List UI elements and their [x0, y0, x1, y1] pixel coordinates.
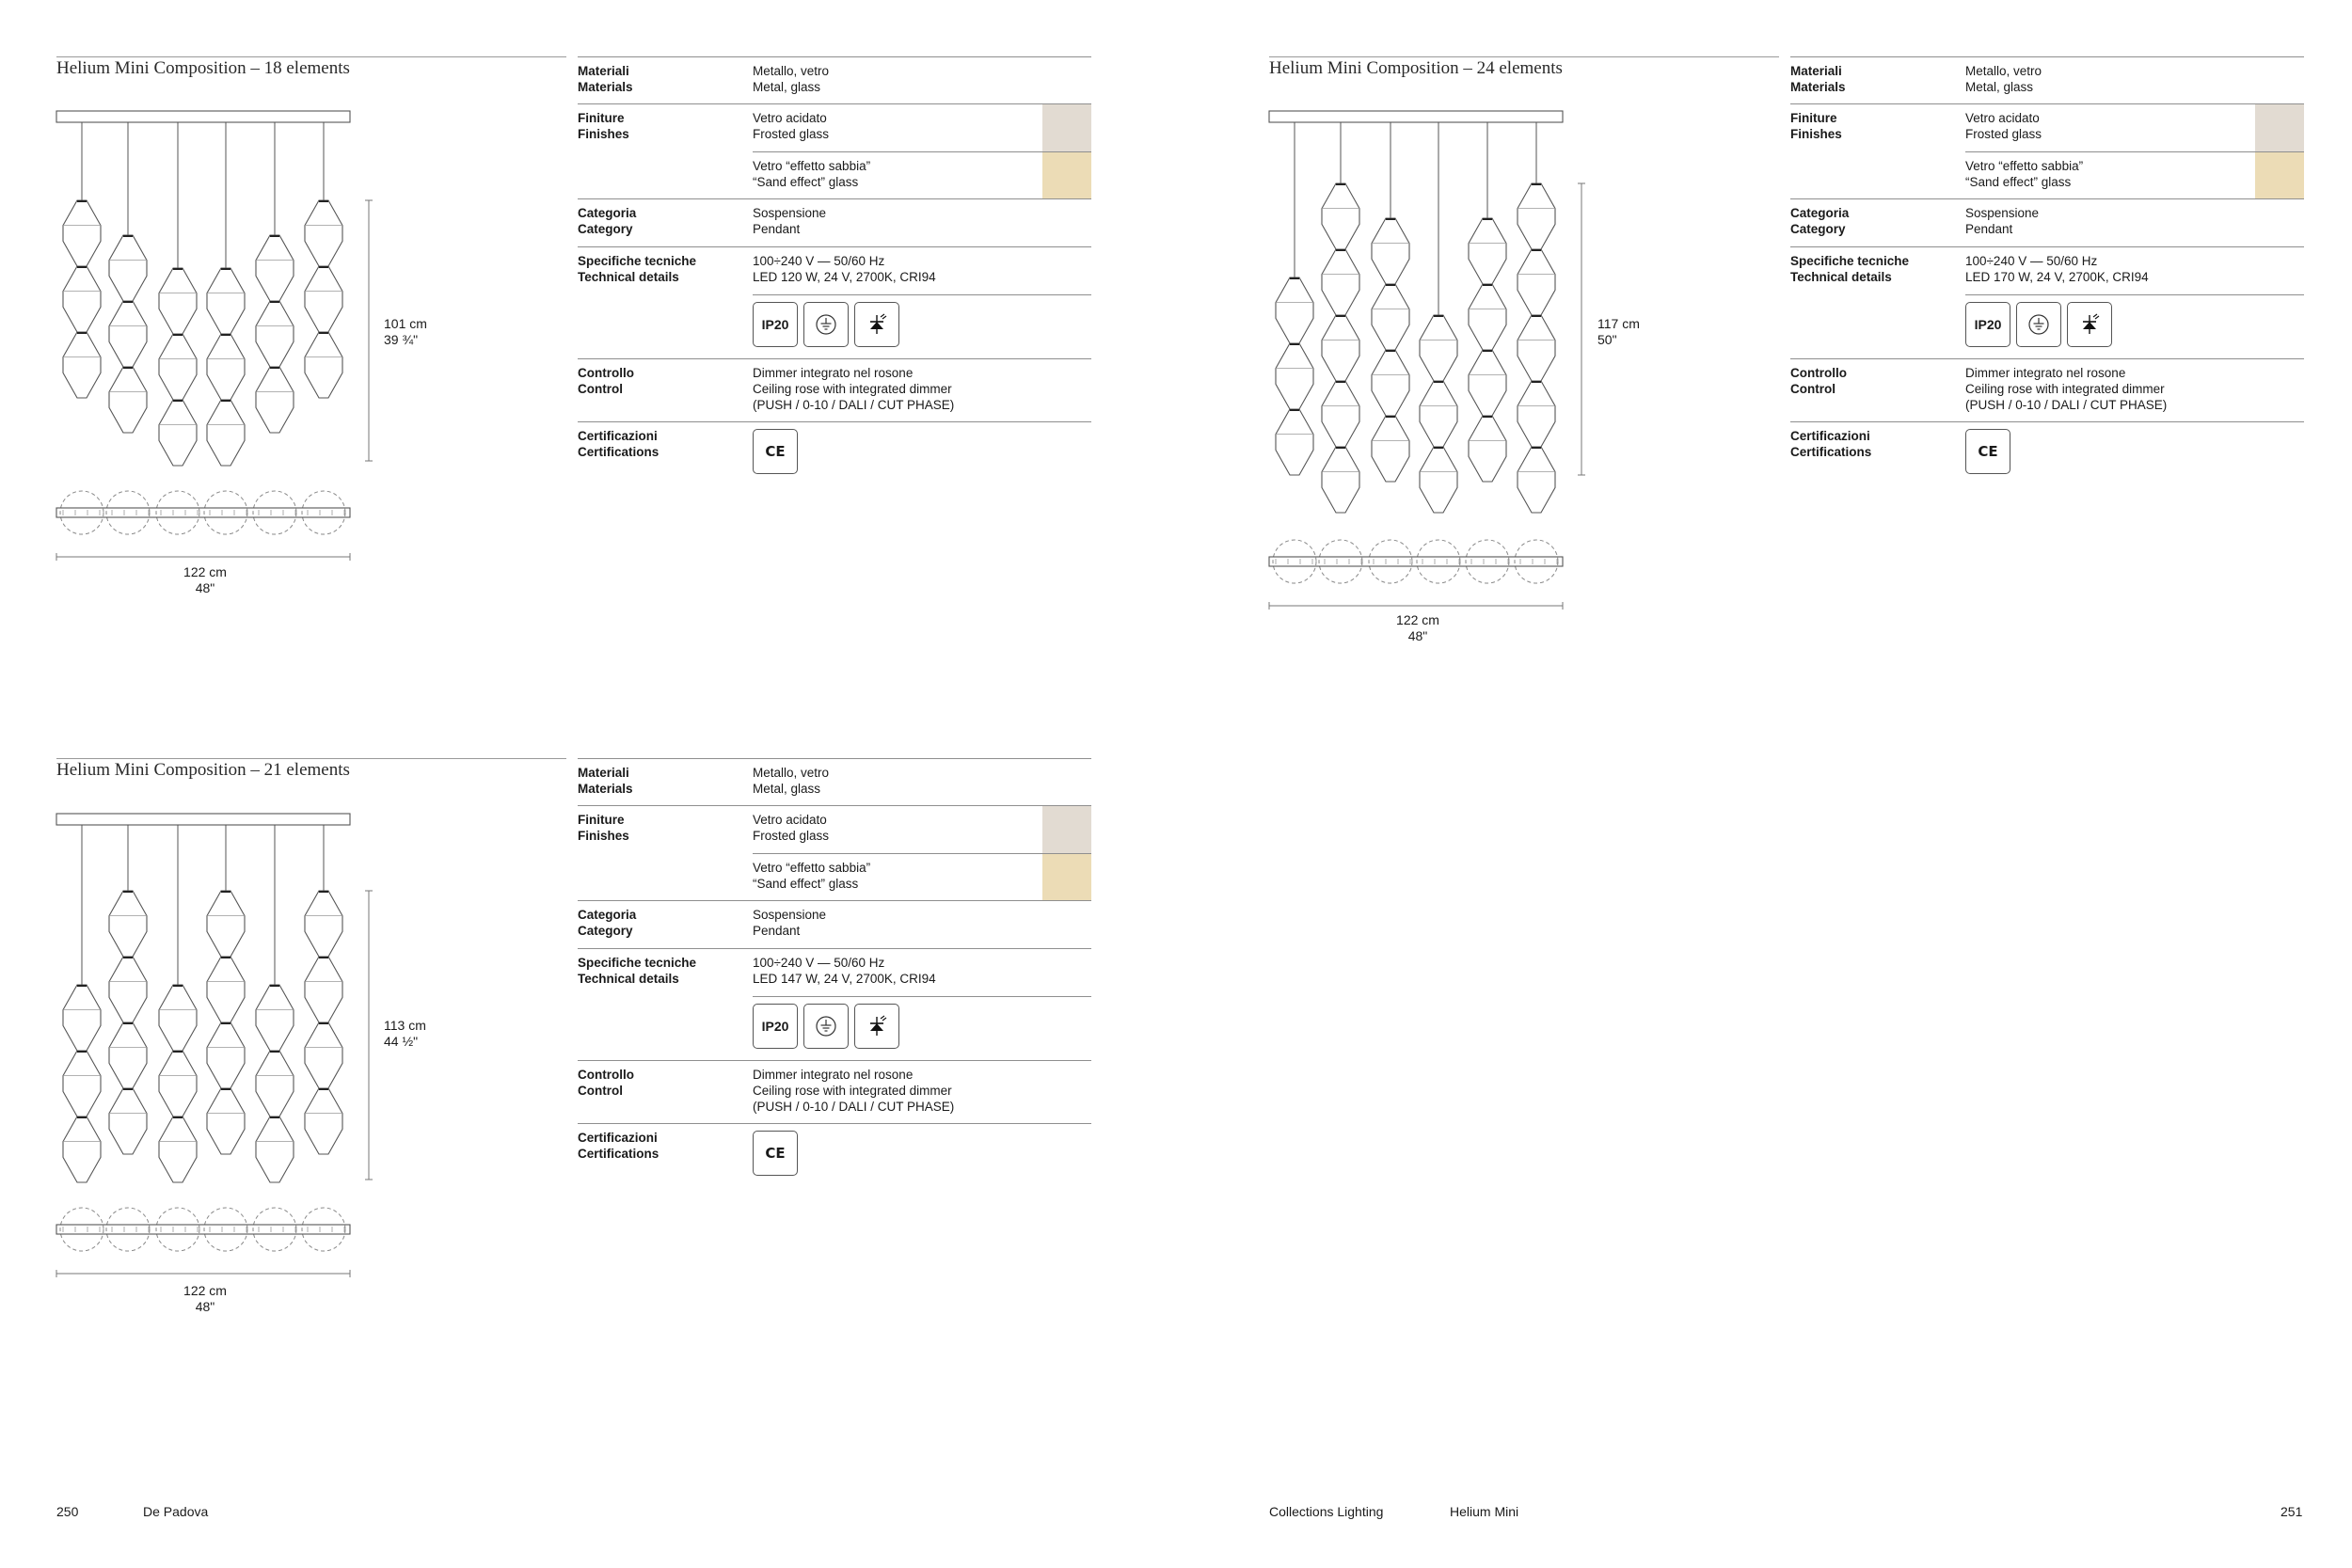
technical-label: Specifiche tecniche Technical details [1790, 254, 1910, 284]
category-label: Categoria Category [578, 908, 637, 938]
glass-element [1518, 249, 1555, 315]
glass-element [1518, 447, 1555, 513]
finishes-label: Finiture Finishes [578, 111, 629, 141]
category-label: Categoria Category [578, 206, 637, 236]
materials-row [578, 758, 1091, 805]
glass-element [63, 985, 101, 1051]
glass-element [1469, 350, 1506, 416]
glass-element [256, 1117, 294, 1182]
glass-element [1420, 447, 1457, 513]
element-footprint [1319, 540, 1362, 583]
element-footprint [106, 1208, 150, 1251]
glass-element [1322, 315, 1359, 381]
materials-value: Metallo, vetro Metal, glass [753, 64, 830, 94]
technical-value: 100÷240 V — 50/60 Hz LED 147 W, 24 V, 2700K, CRI94 [753, 956, 936, 986]
canopy-top-view [56, 1225, 350, 1234]
element-footprint [1515, 540, 1558, 583]
materials-value: Metallo, vetro Metal, glass [1965, 64, 2042, 94]
width-dimension: 122 cm 48" [183, 564, 227, 595]
top-view-drawing [52, 489, 362, 564]
finish-sand: Vetro “effetto sabbia” “Sand effect” glass [753, 159, 871, 189]
glass-element [1372, 350, 1409, 416]
glass-element [1518, 183, 1555, 249]
glass-element [1276, 409, 1313, 475]
glass-element [1276, 277, 1313, 343]
materials-label: Materiali Materials [578, 766, 633, 796]
finish-frosted: Vetro acidato Frosted glass [753, 111, 830, 141]
element-footprint [1417, 540, 1460, 583]
element-footprint [253, 491, 296, 534]
category-value: Sospensione Pendant [753, 206, 827, 236]
glass-element [256, 235, 294, 301]
title-rule [1269, 56, 1779, 57]
composition-title: Helium Mini Composition – 21 elements [56, 760, 350, 780]
glass-element [207, 1088, 245, 1154]
led-diode-icon [854, 1004, 899, 1049]
control-row [578, 1060, 1091, 1123]
element-footprint [302, 1208, 345, 1251]
swatch-sand [1042, 152, 1091, 199]
canopy [56, 111, 350, 122]
finishes-row [578, 103, 1091, 198]
finishes-row [1790, 103, 2304, 198]
element-footprint [106, 491, 150, 534]
control-value: Dimmer integrato nel rosone Ceiling rose with integrated dimmer (PUSH / 0-10 / DALI / CUT PHASE) [753, 366, 955, 412]
glass-element [1322, 183, 1359, 249]
glass-element [305, 1088, 342, 1154]
glass-element [305, 332, 342, 398]
glass-element [159, 1051, 197, 1117]
ip-rating-badge: IP20 [753, 1004, 798, 1049]
technical-label: Specifiche tecniche Technical details [578, 956, 697, 986]
top-view-drawing [1264, 538, 1575, 613]
glass-element [109, 235, 147, 301]
control-row [1790, 358, 2304, 421]
control-label: Controllo Control [578, 366, 634, 396]
glass-element [256, 985, 294, 1051]
swatch-frosted [1042, 104, 1091, 151]
certification-icons [1965, 302, 2112, 347]
swatch-sand [1042, 854, 1091, 901]
element-footprint [1273, 540, 1316, 583]
control-row [578, 358, 1091, 421]
canopy-top-view [1269, 557, 1563, 566]
spec-table [1790, 56, 2304, 487]
category-label: Categoria Category [1790, 206, 1850, 236]
title-rule [56, 56, 566, 57]
glass-element [109, 957, 147, 1022]
glass-element [305, 1022, 342, 1088]
category-row [1790, 198, 2304, 246]
glass-element [1322, 381, 1359, 447]
glass-element [1322, 249, 1359, 315]
finishes-label: Finiture Finishes [1790, 111, 1842, 141]
canopy-top-view [56, 508, 350, 517]
composition-title: Helium Mini Composition – 18 elements [56, 58, 350, 78]
glass-element [1469, 218, 1506, 284]
brand-name: De Padova [143, 1504, 209, 1519]
certifications-label: Certificazioni Certifications [1790, 429, 1872, 459]
composition-title: Helium Mini Composition – 24 elements [1269, 58, 1563, 78]
spec-table [578, 56, 1091, 487]
element-footprint [1466, 540, 1509, 583]
glass-element [159, 334, 197, 400]
glass-element [256, 367, 294, 433]
glass-element [305, 200, 342, 266]
earth-ground-icon [803, 302, 849, 347]
led-diode-icon [2067, 302, 2112, 347]
category-value: Sospensione Pendant [1965, 206, 2040, 236]
control-label: Controllo Control [1790, 366, 1847, 396]
glass-element [109, 1088, 147, 1154]
glass-element [207, 957, 245, 1022]
ce-mark-badge-wrap [1965, 429, 2010, 474]
technical-value: 100÷240 V — 50/60 Hz LED 170 W, 24 V, 2700K, CRI94 [1965, 254, 2149, 284]
finish-sand: Vetro “effetto sabbia” “Sand effect” glass [753, 861, 871, 891]
control-value: Dimmer integrato nel rosone Ceiling rose with integrated dimmer (PUSH / 0-10 / DALI / CUT PHASE) [753, 1068, 955, 1114]
finish-sand: Vetro “effetto sabbia” “Sand effect” glass [1965, 159, 2084, 189]
control-value: Dimmer integrato nel rosone Ceiling rose with integrated dimmer (PUSH / 0-10 / DALI / CUT PHASE) [1965, 366, 2168, 412]
swatch-frosted [2255, 104, 2304, 151]
technical-label: Specifiche tecniche Technical details [578, 254, 697, 284]
glass-element [1518, 381, 1555, 447]
technical-divider [1965, 294, 2304, 295]
glass-element [207, 334, 245, 400]
glass-element [1372, 218, 1409, 284]
glass-element [63, 1117, 101, 1182]
swatch-frosted [1042, 806, 1091, 853]
ce-mark-badge-wrap [753, 429, 798, 474]
height-dimension: 113 cm 44 ½" [384, 1018, 426, 1049]
glass-element [109, 1022, 147, 1088]
glass-element [256, 1051, 294, 1117]
glass-element [159, 400, 197, 466]
category-row [578, 198, 1091, 246]
glass-element [109, 367, 147, 433]
certifications-row [578, 1123, 1091, 1189]
glass-element [1469, 284, 1506, 350]
technical-value: 100÷240 V — 50/60 Hz LED 120 W, 24 V, 2700K, CRI94 [753, 254, 936, 284]
element-footprint [1369, 540, 1412, 583]
glass-element [1518, 315, 1555, 381]
canopy [56, 814, 350, 825]
element-footprint [60, 491, 103, 534]
ce-mark-icon: CE [753, 429, 798, 474]
glass-element [207, 891, 245, 957]
element-footprint [156, 491, 199, 534]
glass-element [207, 400, 245, 466]
earth-ground-icon [803, 1004, 849, 1049]
glass-element [1469, 416, 1506, 482]
technical-divider [753, 996, 1091, 997]
section-name: Collections Lighting [1269, 1504, 1384, 1519]
materials-value: Metallo, vetro Metal, glass [753, 766, 830, 796]
glass-element [305, 891, 342, 957]
finishes-label: Finiture Finishes [578, 813, 629, 843]
technical-row [578, 948, 1091, 1060]
ip-rating-badge: IP20 [1965, 302, 2010, 347]
glass-element [63, 200, 101, 266]
canopy [1269, 111, 1563, 122]
glass-element [63, 332, 101, 398]
glass-element [1372, 416, 1409, 482]
control-label: Controllo Control [578, 1068, 634, 1098]
glass-element [159, 1117, 197, 1182]
technical-row [578, 246, 1091, 358]
certifications-row [1790, 421, 2304, 487]
glass-element [1276, 343, 1313, 409]
width-dimension: 122 cm 48" [1396, 612, 1439, 643]
glass-element [63, 1051, 101, 1117]
glass-element [63, 266, 101, 332]
materials-label: Materiali Materials [578, 64, 633, 94]
glass-element [305, 266, 342, 332]
spec-table [578, 758, 1091, 1189]
element-footprint [204, 1208, 247, 1251]
glass-element [305, 957, 342, 1022]
led-diode-icon [854, 302, 899, 347]
ce-mark-badge-wrap [753, 1131, 798, 1176]
category-row [578, 900, 1091, 948]
certifications-label: Certificazioni Certifications [578, 429, 660, 459]
glass-element [109, 301, 147, 367]
product-name: Helium Mini [1450, 1504, 1519, 1519]
swatch-sand [2255, 152, 2304, 199]
ce-mark-icon: CE [753, 1131, 798, 1176]
certification-icons [753, 1004, 899, 1049]
technical-divider [753, 294, 1091, 295]
glass-element [207, 268, 245, 334]
glass-element [1372, 284, 1409, 350]
glass-element [159, 985, 197, 1051]
element-footprint [253, 1208, 296, 1251]
finish-frosted: Vetro acidato Frosted glass [753, 813, 830, 843]
height-dimension: 117 cm 50" [1597, 316, 1640, 347]
finishes-row [578, 805, 1091, 900]
element-footprint [60, 1208, 103, 1251]
glass-element [159, 268, 197, 334]
category-value: Sospensione Pendant [753, 908, 827, 938]
glass-element [207, 1022, 245, 1088]
materials-row [1790, 56, 2304, 103]
materials-label: Materiali Materials [1790, 64, 1846, 94]
certifications-row [578, 421, 1091, 487]
element-footprint [302, 491, 345, 534]
page-number-left: 250 [56, 1504, 79, 1519]
width-dimension: 122 cm 48" [183, 1283, 227, 1314]
title-rule [56, 758, 566, 759]
glass-element [256, 301, 294, 367]
certifications-label: Certificazioni Certifications [578, 1131, 660, 1161]
pendant-elevation-drawing [52, 811, 390, 1187]
element-footprint [204, 491, 247, 534]
certification-icons [753, 302, 899, 347]
ip-rating-badge: IP20 [753, 302, 798, 347]
page-number-right: 251 [2280, 1504, 2303, 1519]
top-view-drawing [52, 1206, 362, 1281]
technical-row [1790, 246, 2304, 358]
earth-ground-icon [2016, 302, 2061, 347]
element-footprint [156, 1208, 199, 1251]
glass-element [1420, 381, 1457, 447]
glass-element [109, 891, 147, 957]
glass-element [1420, 315, 1457, 381]
materials-row [578, 56, 1091, 103]
height-dimension: 101 cm 39 ¾" [384, 316, 427, 347]
glass-element [1322, 447, 1359, 513]
finish-frosted: Vetro acidato Frosted glass [1965, 111, 2042, 141]
ce-mark-icon: CE [1965, 429, 2010, 474]
